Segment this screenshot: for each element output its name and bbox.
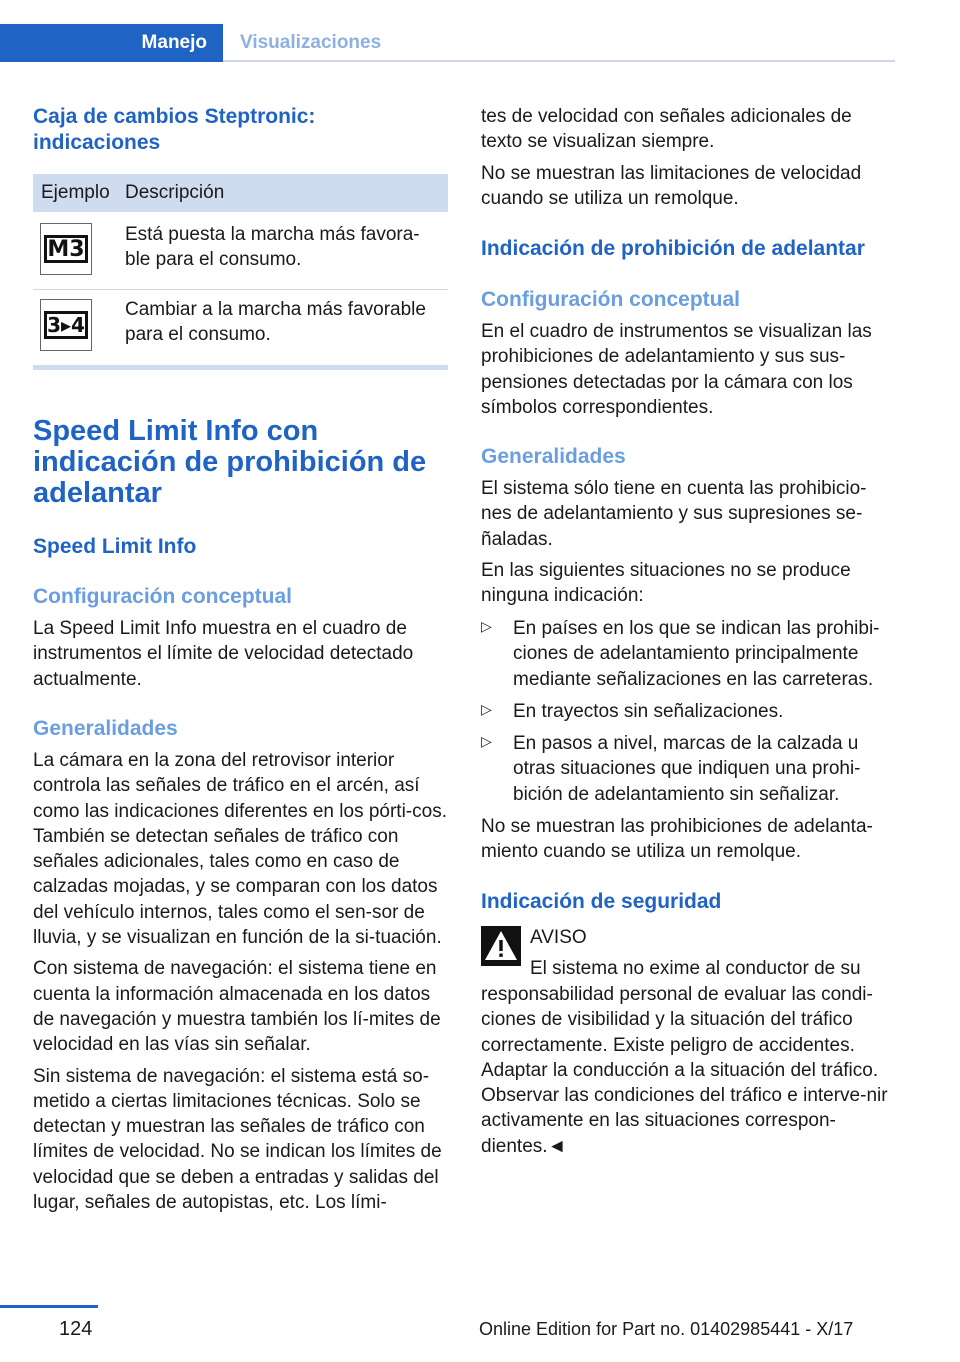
paragraph: No se muestran las limitaciones de velocidad cuando se utiliza un remolque.: [481, 162, 862, 209]
heading-general-right: Generalidades: [481, 445, 626, 468]
general-text-left: [33, 748, 448, 1215]
gear-m3-icon: [40, 223, 92, 275]
gear-m3-text: M3: [44, 235, 88, 263]
list-item-text: En pasos a nivel, marcas de la calzada u otras situaciones que indiquen una prohi-bición de adelantamiento sin señalizar.: [513, 733, 861, 805]
warning-label: AVISO: [530, 927, 587, 948]
page-number: 124: [59, 1318, 93, 1340]
steptronic-heading: Caja de cambios Steptronic: indicaciones: [33, 105, 316, 154]
continuation-text: [481, 104, 896, 211]
bullet-arrow-icon: ▷: [481, 733, 492, 749]
gear-shift-text: 3▸4: [44, 311, 88, 339]
heading-concept-left: Configuración conceptual: [33, 585, 293, 608]
list-item: [481, 616, 896, 692]
gear-shift-icon: [40, 299, 92, 351]
section-safety: Indicación de seguridad: [481, 890, 722, 913]
tab-manejo-label: Manejo: [141, 32, 207, 53]
paragraph: En las siguientes situaciones no se produce ninguna indicación:: [481, 559, 851, 607]
table-row: [125, 222, 443, 273]
tab-manejo[interactable]: [0, 24, 223, 62]
heading-general-left: Generalidades: [33, 717, 178, 740]
warning-triangle-icon: [481, 926, 521, 966]
list-item: [481, 731, 896, 807]
warning-first-line: El sistema no exime al conductor de su: [530, 958, 861, 980]
warning-body: [481, 982, 896, 1159]
paragraph: Con sistema de navegación: el sistema tiene en cuenta la información almacenada en los datos de navegación y muestra también los lí-mites de velocidad en las vías sin señalar.: [33, 958, 441, 1056]
heading-concept-right: Configuración conceptual: [481, 288, 741, 311]
paragraph: En el cuadro de instrumentos se visualizan las prohibiciones de adelantamiento y sus sus-pensiones detectadas por la cámara con los símbolos correspondientes.: [481, 321, 872, 418]
warning-text: responsabilidad personal de evaluar las condi-ciones de visibilidad y la situación del tráfico correctamente. Existe peligro de accidentes. Adaptar la conducción a la situación del tráfico. Observar las condiciones del tráfico e interve-nir activamente en las situaciones correspon-dientes.◄: [481, 984, 888, 1157]
general-text-right-end: [481, 814, 896, 865]
row-description: Cambiar a la marcha más favorable para el consumo.: [125, 299, 426, 346]
table-row-divider: [33, 289, 448, 290]
bullet-arrow-icon: ▷: [481, 701, 492, 717]
general-text-right: [481, 476, 896, 608]
tab-visualizaciones-label: Visualizaciones: [240, 32, 382, 53]
list-item: [481, 699, 896, 724]
list-item-text: En países en los que se indican las prohibi-ciones de adelantamiento principalmente mediante señalizaciones en las carreteras.: [513, 618, 880, 690]
edition-note: Online Edition for Part no. 01402985441 - X/17: [479, 1319, 854, 1339]
col-description-header: Descripción: [125, 182, 225, 203]
paragraph: tes de velocidad con señales adicionales de texto se visualizan siempre.: [481, 106, 852, 153]
bullet-arrow-icon: ▷: [481, 618, 492, 634]
col-example-header: Ejemplo: [41, 182, 110, 203]
warning-header: [530, 925, 896, 982]
concept-text-left: [33, 616, 448, 692]
list-item-text: En trayectos sin señalizaciones.: [513, 701, 784, 722]
section-title-speed-limit: Speed Limit Info con indicación de prohibición de adelantar: [33, 415, 427, 509]
paragraph: Sin sistema de navegación: el sistema está so-metido a ciertas limitaciones técnicas. Solo se detectan y muestran las señales de tráfico con límites de velocidad. No se indican los límites de velocidad que se deben a entradas y salidas del lugar, señales de autopistas, etc. Los lími-: [33, 1065, 442, 1214]
paragraph: No se muestran las prohibiciones de adelanta-miento cuando se utiliza un remolque.: [481, 816, 873, 863]
row-description: Está puesta la marcha más favora-ble para el consumo.: [125, 224, 420, 271]
concept-text-right: [481, 319, 896, 420]
section-overtake: Indicación de prohibición de adelantar: [481, 237, 865, 260]
tab-visualizaciones[interactable]: [223, 24, 381, 62]
table-row: [125, 297, 443, 348]
footer-rule: [0, 1305, 98, 1308]
paragraph: La Speed Limit Info muestra en el cuadro de instrumentos el límite de velocidad detectado actualmente.: [33, 618, 414, 690]
subsection-sli: Speed Limit Info: [33, 535, 197, 558]
table-header: [33, 174, 448, 212]
paragraph: La cámara en la zona del retrovisor interior controla las señales de tráfico en el arcén, así como las indicaciones diferentes en los pórti-cos. También se detectan señales de tráfico con señales adicionales, tales como en caso de calzadas mojadas, y se comparan con los datos del vehículo internos, tales como el sen-sor de lluvia, y se visualizan en función de la si-tuación.: [33, 750, 447, 949]
table-bottom-rule: [33, 365, 448, 370]
paragraph: El sistema sólo tiene en cuenta las prohibicio-nes de adelantamiento y sus supresiones se-ñaladas.: [481, 478, 867, 550]
